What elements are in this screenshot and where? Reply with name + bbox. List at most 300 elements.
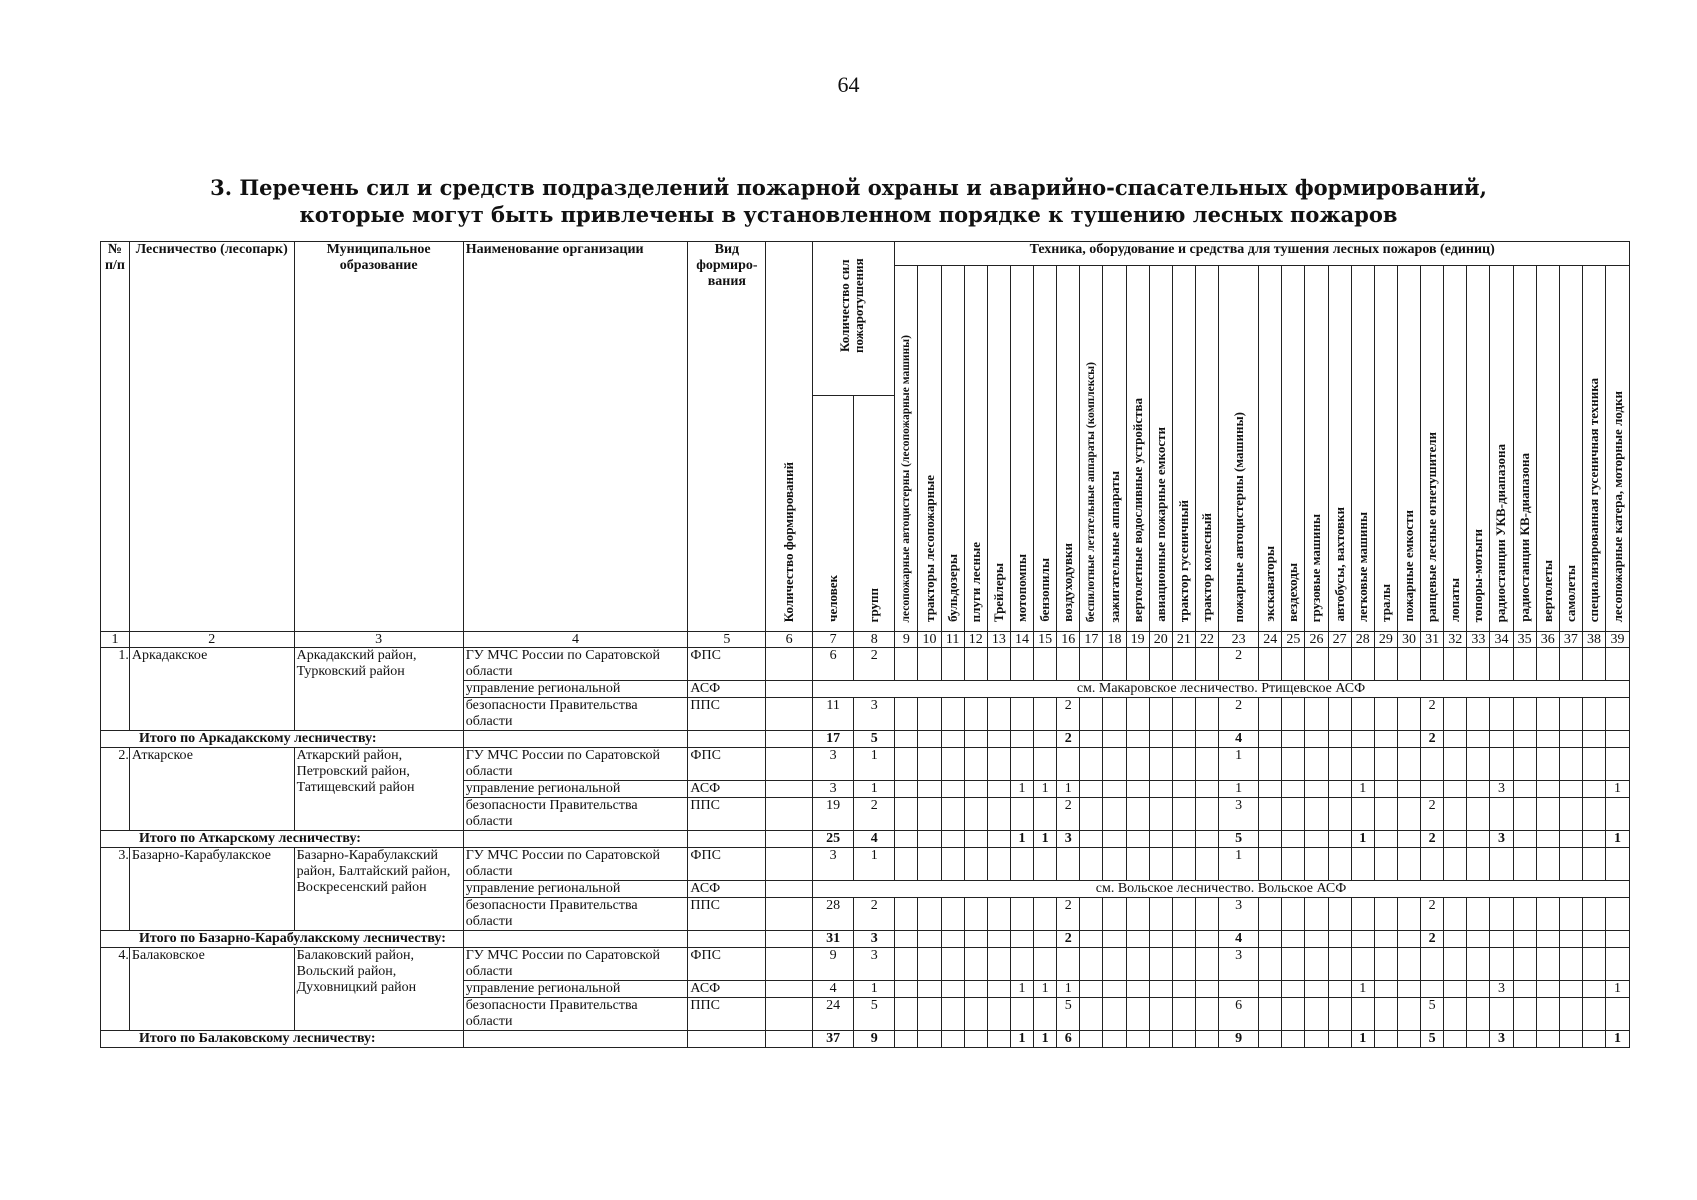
total-people: 37 [813, 1031, 854, 1048]
groups-count: 1 [854, 981, 895, 998]
equipment-value [1374, 781, 1397, 798]
total-equipment-value [1259, 931, 1282, 948]
equipment-value [1374, 748, 1397, 781]
equipment-value [1328, 998, 1351, 1031]
header-equipment-19: вертолетные водосливные устройства [1126, 266, 1149, 632]
column-number: 22 [1195, 632, 1218, 648]
total-groups: 5 [854, 731, 895, 748]
equipment-value: 1 [1010, 781, 1033, 798]
equipment-value [1467, 798, 1490, 831]
total-equipment-value: 1 [1606, 1031, 1630, 1048]
column-number: 18 [1103, 632, 1126, 648]
total-empty [688, 1031, 766, 1048]
equipment-value [941, 798, 964, 831]
equipment-value [1103, 781, 1126, 798]
equipment-value [1126, 798, 1149, 831]
total-equipment-value [1513, 1031, 1536, 1048]
equipment-value [1259, 698, 1282, 731]
equipment-value [918, 981, 941, 998]
total-equipment-value: 1 [1034, 831, 1057, 848]
equipment-value [1536, 998, 1559, 1031]
equipment-value [1010, 848, 1033, 881]
header-no: № п/п [101, 242, 130, 632]
total-equipment-value [1513, 731, 1536, 748]
total-equipment-value [987, 731, 1010, 748]
equipment-value [1305, 898, 1328, 931]
equipment-value [1351, 698, 1374, 731]
equipment-value [1606, 848, 1630, 881]
equipment-value [1513, 848, 1536, 881]
header-equipment-22: трактор колесный [1195, 266, 1218, 632]
equipment-value [1582, 948, 1605, 981]
forestry-name: Базарно-Карабулакское [129, 848, 294, 931]
total-groups: 3 [854, 931, 895, 948]
equipment-value [1397, 798, 1420, 831]
total-equipment-value [1172, 731, 1195, 748]
total-equipment-value [1080, 1031, 1103, 1048]
total-equipment-value [1397, 831, 1420, 848]
equipment-value: 6 [1219, 998, 1259, 1031]
equipment-value [1172, 998, 1195, 1031]
equipment-value [1282, 981, 1305, 998]
equipment-value: 2 [1219, 698, 1259, 731]
equipment-value [1080, 798, 1103, 831]
equipment-value [1606, 998, 1630, 1031]
total-groups: 4 [854, 831, 895, 848]
equipment-value [1080, 698, 1103, 731]
equipment-value [1195, 781, 1218, 798]
equipment-value [895, 981, 918, 998]
equipment-value: 1 [1010, 981, 1033, 998]
column-number: 4 [463, 632, 688, 648]
equipment-value [1397, 981, 1420, 998]
equipment-value [1582, 998, 1605, 1031]
total-equipment-value [1195, 931, 1218, 948]
column-number: 6 [766, 632, 813, 648]
header-equipment-9: лесопожарные автоцистерны (лесопожарные машины) [895, 266, 918, 632]
equipment-value [1559, 898, 1582, 931]
equipment-value [1467, 998, 1490, 1031]
total-equipment-value [1559, 1031, 1582, 1048]
equipment-value [1195, 798, 1218, 831]
column-number: 24 [1259, 632, 1282, 648]
column-number: 36 [1536, 632, 1559, 648]
equipment-value [1559, 798, 1582, 831]
equipment-value: 1 [1034, 981, 1057, 998]
equipment-value [1513, 998, 1536, 1031]
equipment-value [895, 698, 918, 731]
total-equipment-value [987, 1031, 1010, 1048]
equipment-value [1374, 898, 1397, 931]
equipment-value [1149, 698, 1172, 731]
equipment-value [1421, 848, 1444, 881]
equipment-value [1282, 798, 1305, 831]
equipment-value [895, 781, 918, 798]
total-equipment-value [1080, 831, 1103, 848]
organization-name: безопасности Правительства области [463, 798, 688, 831]
people-count: 28 [813, 898, 854, 931]
equipment-value [1582, 648, 1605, 681]
formation-count [766, 998, 813, 1031]
equipment-value: 3 [1490, 781, 1513, 798]
equipment-value [1490, 648, 1513, 681]
equipment-value [1351, 648, 1374, 681]
equipment-value [1467, 748, 1490, 781]
equipment-value [964, 698, 987, 731]
header-equipment-27: автобусы, вахтовки [1328, 266, 1351, 632]
equipment-value [1034, 798, 1057, 831]
header-equipment-25: вездеходы [1282, 266, 1305, 632]
equipment-value [1149, 898, 1172, 931]
header-equipment-24: экскаваторы [1259, 266, 1282, 632]
equipment-value [987, 781, 1010, 798]
equipment-value [1103, 848, 1126, 881]
equipment-value [941, 998, 964, 1031]
equipment-value: 2 [1219, 648, 1259, 681]
total-equipment-value: 1 [1351, 831, 1374, 848]
equipment-value [1513, 798, 1536, 831]
total-equipment-value [1126, 831, 1149, 848]
equipment-value [1467, 848, 1490, 881]
groups-count: 2 [854, 798, 895, 831]
groups-count: 5 [854, 998, 895, 1031]
total-equipment-value [1582, 931, 1605, 948]
equipment-value [1582, 898, 1605, 931]
equipment-value [1172, 981, 1195, 998]
equipment-value [1195, 698, 1218, 731]
equipment-value [1374, 981, 1397, 998]
equipment-value [941, 848, 964, 881]
equipment-value: 3 [1219, 798, 1259, 831]
equipment-value: 1 [1351, 781, 1374, 798]
total-equipment-value [1259, 1031, 1282, 1048]
total-row [101, 731, 1630, 748]
equipment-value: 1 [1057, 781, 1080, 798]
equipment-value [1397, 781, 1420, 798]
column-number: 11 [941, 632, 964, 648]
organization-name: ГУ МЧС России по Саратовской области [463, 748, 688, 781]
total-equipment-value [1351, 731, 1374, 748]
column-number: 28 [1351, 632, 1374, 648]
document-title [0, 174, 1697, 228]
row-number: 1. [101, 648, 130, 731]
total-equipment-value [1536, 931, 1559, 948]
equipment-value [1606, 698, 1630, 731]
column-number: 37 [1559, 632, 1582, 648]
column-number: 9 [895, 632, 918, 648]
equipment-value [1080, 998, 1103, 1031]
people-count: 4 [813, 981, 854, 998]
equipment-value [1080, 781, 1103, 798]
equipment-value [987, 948, 1010, 981]
equipment-value [1374, 948, 1397, 981]
equipment-value [1467, 648, 1490, 681]
equipment-value: 1 [1219, 848, 1259, 881]
header-equipment-30: пожарные емкости [1397, 266, 1420, 632]
equipment-value [1582, 781, 1605, 798]
equipment-value [1259, 848, 1282, 881]
total-equipment-value [1513, 831, 1536, 848]
organization-name: безопасности Правительства области [463, 698, 688, 731]
equipment-value [1034, 998, 1057, 1031]
groups-count: 2 [854, 898, 895, 931]
equipment-value [1010, 948, 1033, 981]
equipment-value [1328, 748, 1351, 781]
equipment-value [1490, 748, 1513, 781]
reference-note: см. Макаровское лесничество. Ртищевское АСФ [813, 681, 1630, 698]
equipment-value [941, 981, 964, 998]
column-number: 29 [1374, 632, 1397, 648]
equipment-value [987, 648, 1010, 681]
total-equipment-value [941, 931, 964, 948]
total-equipment-value: 2 [1421, 731, 1444, 748]
table-row [101, 648, 1630, 681]
equipment-value [1057, 948, 1080, 981]
total-equipment-value [1080, 731, 1103, 748]
equipment-value [987, 748, 1010, 781]
total-equipment-value [1328, 831, 1351, 848]
equipment-value [1606, 898, 1630, 931]
equipment-value [1010, 798, 1033, 831]
equipment-value [1328, 948, 1351, 981]
reference-note: см. Вольское лесничество. Вольское АСФ [813, 881, 1630, 898]
column-number: 35 [1513, 632, 1536, 648]
equipment-value [895, 848, 918, 881]
header-people: человек [813, 396, 854, 632]
column-number: 12 [964, 632, 987, 648]
equipment-value [941, 648, 964, 681]
total-equipment-value [895, 731, 918, 748]
equipment-value [1080, 981, 1103, 998]
column-number: 5 [688, 632, 766, 648]
column-number: 8 [854, 632, 895, 648]
organization-name: безопасности Правительства области [463, 998, 688, 1031]
equipment-value [964, 648, 987, 681]
municipality: Базарно-Карабулакский район, Балтайский район, Воскресенский район [294, 848, 463, 931]
equipment-value [1559, 948, 1582, 981]
total-equipment-value [1149, 731, 1172, 748]
equipment-value [1149, 648, 1172, 681]
equipment-value [1351, 798, 1374, 831]
total-equipment-value [1444, 831, 1467, 848]
column-number: 23 [1219, 632, 1259, 648]
equipment-value: 2 [1421, 898, 1444, 931]
equipment-value [1444, 848, 1467, 881]
equipment-value [1080, 848, 1103, 881]
equipment-value [1282, 898, 1305, 931]
equipment-value [1149, 848, 1172, 881]
total-equipment-value [1172, 931, 1195, 948]
equipment-value [1282, 648, 1305, 681]
header-equipment-23: пожарные автоцистерны (машины) [1219, 266, 1259, 632]
formation-type: ФПС [688, 948, 766, 981]
equipment-value [1397, 848, 1420, 881]
equipment-value [1149, 981, 1172, 998]
forestry-name: Аркадакское [129, 648, 294, 731]
total-equipment-value [964, 931, 987, 948]
equipment-value [1034, 948, 1057, 981]
total-equipment-value: 1 [1010, 1031, 1033, 1048]
formation-type: АСФ [688, 881, 766, 898]
equipment-value [964, 981, 987, 998]
equipment-value [1126, 698, 1149, 731]
total-equipment-value: 4 [1219, 731, 1259, 748]
total-equipment-value [1282, 931, 1305, 948]
equipment-value [1010, 998, 1033, 1031]
equipment-value [1351, 848, 1374, 881]
equipment-value [1172, 948, 1195, 981]
row-number: 4. [101, 948, 130, 1031]
equipment-value [964, 781, 987, 798]
formation-type: ФПС [688, 648, 766, 681]
equipment-value [1305, 698, 1328, 731]
equipment-value [1559, 781, 1582, 798]
equipment-value [1374, 698, 1397, 731]
formation-type: АСФ [688, 681, 766, 698]
total-empty [463, 931, 688, 948]
equipment-value [1467, 698, 1490, 731]
equipment-value [1536, 798, 1559, 831]
equipment-value: 1 [1351, 981, 1374, 998]
total-equipment-value [918, 931, 941, 948]
formation-type: ППС [688, 798, 766, 831]
equipment-value [1444, 648, 1467, 681]
total-equipment-value [1374, 831, 1397, 848]
equipment-value [1305, 798, 1328, 831]
header-groups: групп [854, 396, 895, 632]
equipment-value [895, 798, 918, 831]
total-equipment-value [1397, 731, 1420, 748]
equipment-value [1374, 648, 1397, 681]
equipment-value [1010, 898, 1033, 931]
equipment-value [1444, 781, 1467, 798]
total-equipment-value [1490, 731, 1513, 748]
header-equipment-14: мотопомпы [1010, 266, 1033, 632]
total-equipment-value [1582, 731, 1605, 748]
equipment-value [1259, 648, 1282, 681]
equipment-value [964, 898, 987, 931]
formation-count [766, 798, 813, 831]
equipment-value [1172, 781, 1195, 798]
equipment-value [1490, 948, 1513, 981]
equipment-value [1149, 948, 1172, 981]
total-people: 17 [813, 731, 854, 748]
equipment-value [1149, 748, 1172, 781]
equipment-value [1259, 748, 1282, 781]
header-equipment-group: Техника, оборудование и средства для тушения лесных пожаров (единиц) [895, 242, 1630, 266]
column-number: 27 [1328, 632, 1351, 648]
total-equipment-value [1328, 931, 1351, 948]
equipment-value [1010, 648, 1033, 681]
column-number: 3 [294, 632, 463, 648]
equipment-value [941, 898, 964, 931]
equipment-value [1305, 981, 1328, 998]
equipment-value [987, 798, 1010, 831]
equipment-value [1513, 748, 1536, 781]
equipment-value [1582, 981, 1605, 998]
equipment-value [987, 981, 1010, 998]
equipment-value [1195, 898, 1218, 931]
equipment-value [1010, 748, 1033, 781]
total-equipment-value [964, 731, 987, 748]
equipment-value [1305, 781, 1328, 798]
equipment-value [1582, 798, 1605, 831]
total-equipment-value [964, 831, 987, 848]
equipment-value [1259, 981, 1282, 998]
equipment-value [1149, 781, 1172, 798]
total-equipment-value [1444, 1031, 1467, 1048]
total-empty [766, 1031, 813, 1048]
total-equipment-value [1559, 831, 1582, 848]
equipment-value: 3 [1219, 898, 1259, 931]
total-row [101, 1031, 1630, 1048]
equipment-value: 1 [1034, 781, 1057, 798]
equipment-value [1444, 898, 1467, 931]
column-number: 21 [1172, 632, 1195, 648]
equipment-value [1172, 848, 1195, 881]
equipment-value [895, 648, 918, 681]
organization-name: управление региональной [463, 781, 688, 798]
equipment-value [1606, 948, 1630, 981]
equipment-value [1328, 981, 1351, 998]
header-equipment-32: лопаты [1444, 266, 1467, 632]
total-equipment-value [1328, 731, 1351, 748]
header-municipality: Муниципальное образование [294, 242, 463, 632]
total-equipment-value [1467, 731, 1490, 748]
equipment-value [1421, 948, 1444, 981]
people-count: 3 [813, 848, 854, 881]
equipment-value [1606, 648, 1630, 681]
equipment-value [918, 781, 941, 798]
equipment-value [1351, 948, 1374, 981]
equipment-value [1195, 998, 1218, 1031]
formation-count [766, 748, 813, 781]
equipment-value [1282, 848, 1305, 881]
equipment-value [1513, 898, 1536, 931]
column-number: 7 [813, 632, 854, 648]
equipment-value [1328, 648, 1351, 681]
total-equipment-value [895, 1031, 918, 1048]
column-number: 19 [1126, 632, 1149, 648]
total-equipment-value [1582, 1031, 1605, 1048]
equipment-value [1080, 948, 1103, 981]
column-number: 17 [1080, 632, 1103, 648]
total-equipment-value [1606, 931, 1630, 948]
total-equipment-value [1103, 731, 1126, 748]
column-number: 34 [1490, 632, 1513, 648]
total-equipment-value: 4 [1219, 931, 1259, 948]
total-equipment-value [1606, 731, 1630, 748]
people-count: 24 [813, 998, 854, 1031]
forestry-name: Балаковское [129, 948, 294, 1031]
column-number: 32 [1444, 632, 1467, 648]
formation-count [766, 648, 813, 681]
equipment-value [1536, 981, 1559, 998]
equipment-value [1126, 998, 1149, 1031]
equipment-value [964, 748, 987, 781]
equipment-value [1282, 698, 1305, 731]
total-equipment-value [1103, 931, 1126, 948]
total-empty [463, 1031, 688, 1048]
column-number: 26 [1305, 632, 1328, 648]
total-equipment-value [1467, 1031, 1490, 1048]
formation-type: ППС [688, 898, 766, 931]
total-equipment-value [1282, 831, 1305, 848]
equipment-value [941, 781, 964, 798]
equipment-value [964, 948, 987, 981]
equipment-value [1149, 998, 1172, 1031]
equipment-value [1259, 798, 1282, 831]
